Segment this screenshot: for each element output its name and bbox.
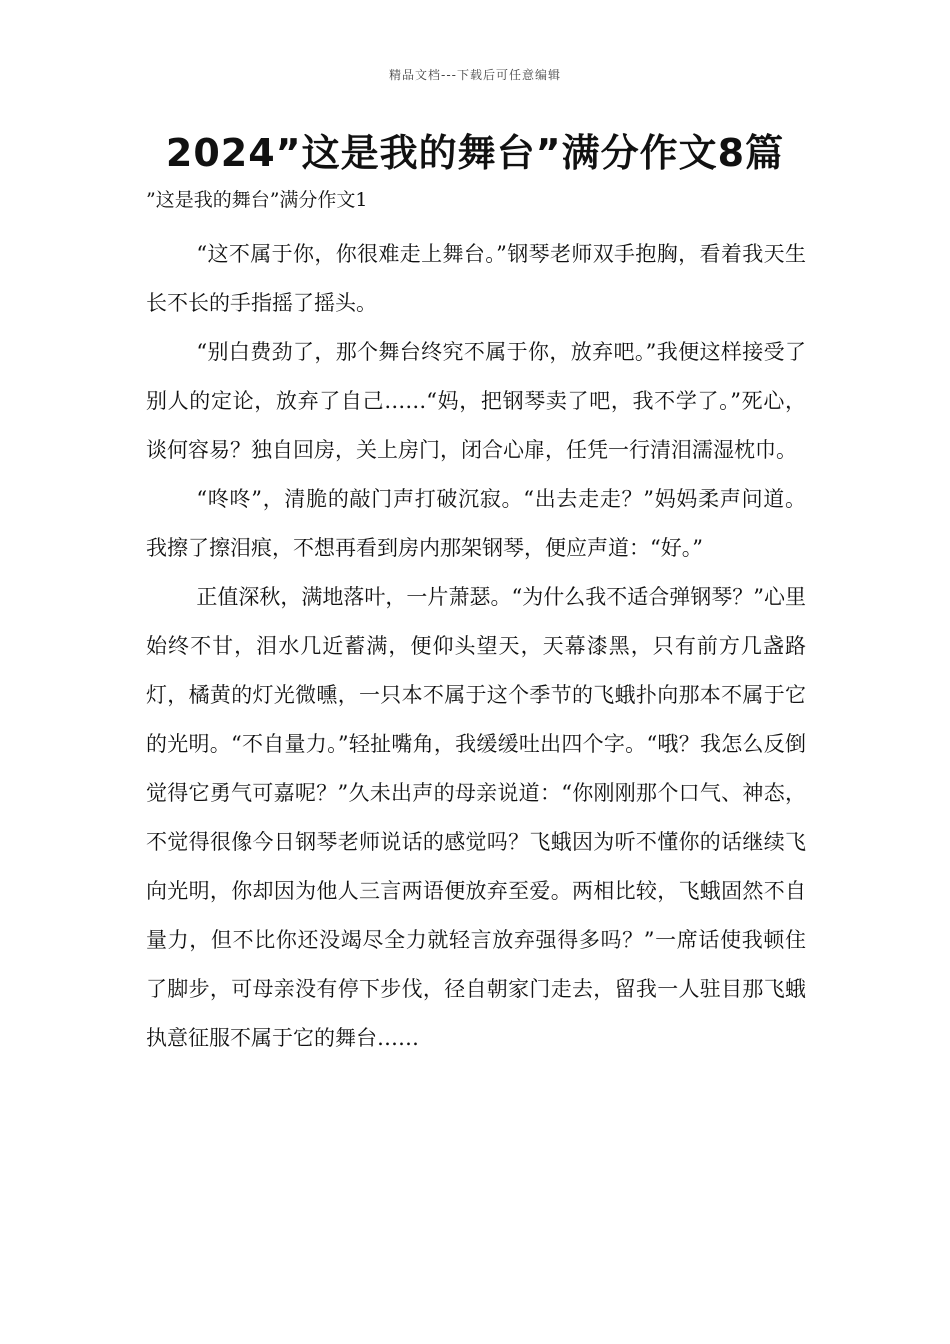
essay-body (146, 230, 806, 1063)
section-heading: ”这是我的舞台”满分作文1 (146, 189, 368, 211)
page-header-note: 精品文档---下载后可任意编辑 (389, 68, 561, 82)
paragraph: “咚咚”，清脆的敲门声打破沉寂。“出去走走？”妈妈柔声问道。我擦了擦泪痕，不想再看到房内那架钢琴，便应声道：“好。” (146, 487, 806, 560)
paragraph: 正值深秋，满地落叶，一片萧瑟。“为什么我不适合弹钢琴？”心里始终不甘，泪水几近蓄满，便仰头望天，天幕漆黑，只有前方几盏路灯，橘黄的灯光微曛，一只本不属于这个季节的飞蛾扑向那本不属于它的光明。“不自量力。”轻扯嘴角，我缓缓吐出四个字。“哦？我怎么反倒觉得它勇气可嘉呢？”久未出声的母亲说道：“你刚刚那个口气、神态，不觉得很像今日钢琴老师说话的感觉吗？飞蛾因为听不懂你的话继续飞向光明，你却因为他人三言两语便放弃至爱。两相比较，飞蛾固然不自量力，但不比你还没竭尽全力就轻言放弃强得多吗？”一席话使我顿住了脚步，可母亲没有停下步伐，径自朝家门走去，留我一人驻目那飞蛾执意征服不属于它的舞台…… (146, 585, 806, 1050)
document-title: 2024”这是我的舞台”满分作文8篇 (165, 131, 785, 175)
paragraph: “这不属于你，你很难走上舞台。”钢琴老师双手抱胸，看着我天生长不长的手指摇了摇头。 (146, 242, 806, 315)
paragraph: “别白费劲了，那个舞台终究不属于你，放弃吧。”我便这样接受了别人的定论，放弃了自己……“妈，把钢琴卖了吧，我不学了。”死心，谈何容易？独自回房，关上房门，闭合心扉，任凭一行清泪濡湿枕巾。 (146, 340, 806, 462)
